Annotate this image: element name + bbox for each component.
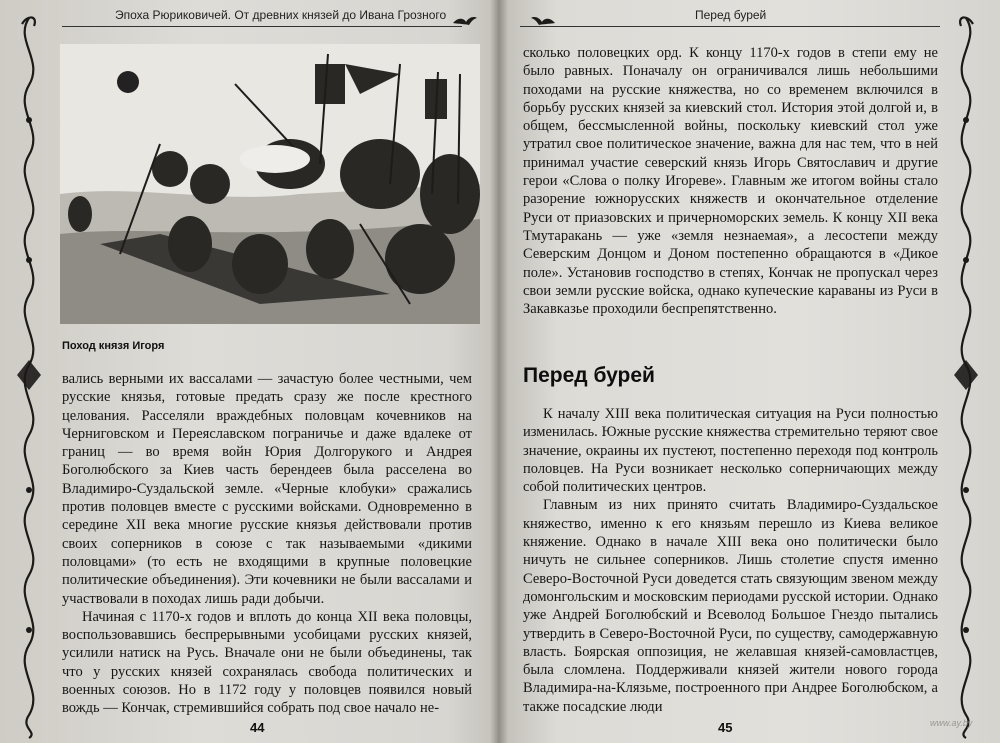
- paragraph: К началу XIII века политическая ситуация на Руси полностью изменилась. Южные русские княжества стремительно теряют свое значение, окраины их пустеют, постепенно переходя под контроль половцев. На Руси возникает несколько соперничающих между собой политических центров.: [523, 406, 938, 496]
- paragraph: сколько половецких орд. К концу 1170-х годов в степи ему не было равных. Поначалу он ограничивался лишь небольшими походами на русские княжества, но со временем включился в борьбу русских князей за киевский стол. История этой долгой и, в общем, бессмысленной войны, поскольку киевский стол уже утратил свое политическое значение, важна для нас тем, что в ней принимал участие северский князь Игорь Святославич и другие герои «Слова о полку Игореве». Главным же итогом войны стало разорение южнорусских княжеств и окончательное отделение Руси от приазовских и причерноморских земель. К концу XII века Тмутаракань — уже «земля незнаемая», а лесостепи между Северским Донцом и Доном постепенно обращаются в «Дикое поле». Установив господство в степях, Кончак не пропускал через свои земли русские войска, однако купеческие караваны из Руси в Закавказье проходили беспрепятственно.: [523, 45, 938, 318]
- page-number-right: 45: [718, 720, 733, 735]
- header-rule: [62, 26, 462, 27]
- paragraph: Главным из них принято считать Владимиро-Суздальское княжество, именно к его князьям перешло из Киева великое княжение. Однако в начале XIII века оно политически было ничуть не сильнее соперников. Лишь столетие спустя именно Северо-Восточной Руси доведется стать связующим звеном между домонгольским и московским периодами русской истории. Однако уже Андрей Боголюбский и Всеволод Большое Гнездо пытались утвердить в Северо-Восточной Руси, по существу, самодержавную власть. Боярская оппозиция, не желавшая князей-самовластцев, была сломлена. Поддерживали князей жители нового города Владимира-на-Клязьме, построенного при Андрее Боголюбском, а также посадские люди: [523, 497, 938, 715]
- right-body-text: [523, 405, 938, 716]
- paragraph: вались верными их вассалами — зачастую более честными, чем русские князья, готовые предать сразу же после крестного целования. Расселяли враждебных половцам кочевников на Черниговском и Переяславском пограничье и даже вдалеке от границ — во время войн Юрия Долгорукого и Андрея Боголюбского за Киев часть берендеев была расселена во Владимиро-Суздальской земле. «Черные клобуки» сражались против половцев вместе с русскими войсками. Одновременно в середине XII века многие русские князья действовали против своих соперников в союзе с так называемыми «дикими половцами» (то есть не входящими в крупные половецкие политические объединения). Эти кочевники не были вассалами и участвовали в походах лишь ради добычи.: [62, 371, 472, 607]
- battle-engraving-illustration: [60, 44, 480, 324]
- vine-border-ornament-icon: [945, 10, 987, 740]
- watermark: www.ay.by: [930, 718, 973, 728]
- running-head-right: Перед бурей: [695, 8, 767, 22]
- paragraph: Начиная с 1170-х годов и вплоть до конца XII века половцы, воспользовавшись беспрерывными усобицами русских князей, усилили натиск на Русь. Вначале они не были объединены, так что у русских князей сохранялась свобода политических и военных союзов. Но в 1172 году у половцев появился новый вождь — Кончак, стремившийся собрать под свое начало не-: [62, 608, 472, 717]
- running-head-left: Эпоха Рюриковичей. От древних князей до Ивана Грозного: [115, 8, 447, 22]
- right-body-text-top: [523, 44, 938, 318]
- page-number-left: 44: [250, 720, 265, 735]
- book-gutter: [490, 0, 508, 743]
- illustration-caption: Поход князя Игоря: [62, 340, 165, 352]
- section-heading: Перед бурей: [523, 364, 655, 387]
- header-rule: [520, 26, 940, 27]
- left-body-text: [62, 370, 472, 718]
- vine-border-ornament-icon: [8, 10, 50, 740]
- left-page: [0, 0, 497, 743]
